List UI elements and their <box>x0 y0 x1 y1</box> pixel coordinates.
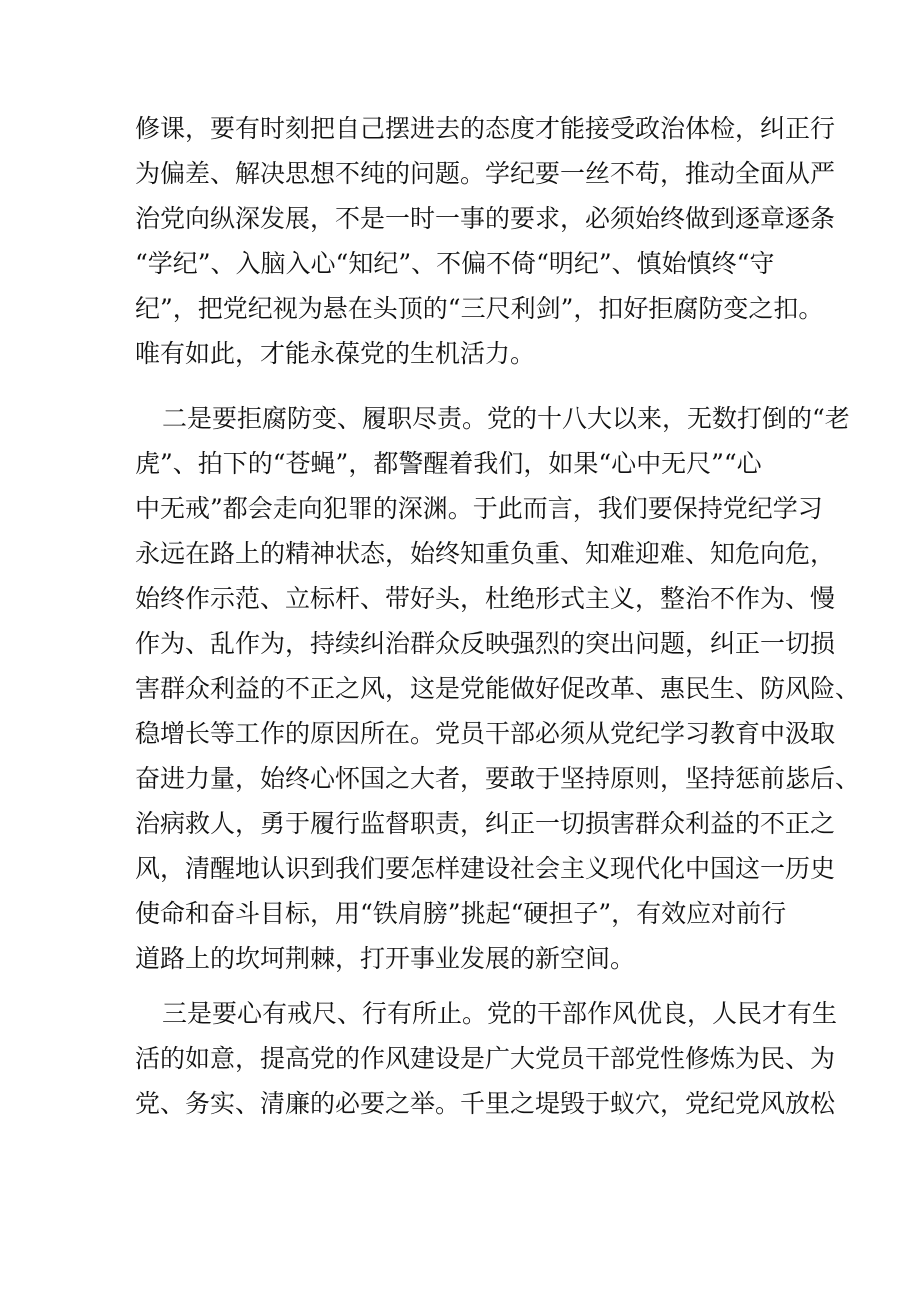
paragraph-line: 治党向纵深发展，不是一时一事的要求，必须始终做到逐章逐条 <box>135 204 836 233</box>
paragraph-line: 永远在路上的精神状态，始终知重负重、知难迎难、知危向危， <box>135 539 836 568</box>
paragraph-line: “学纪”、入脑入心“知纪”、不偏不倚“明纪”、慎始慎终“守 <box>135 249 775 278</box>
paragraph-line: 为偏差、解决思想不纯的问题。学纪要一丝不苟，推动全面从严 <box>135 159 836 188</box>
paragraph-line: 风，清醒地认识到我们要怎样建设社会主义现代化中国这一历史 <box>135 854 836 883</box>
paragraph-line: 作为、乱作为，持续纠治群众反映强烈的突出问题，纠正一切损 <box>135 629 836 658</box>
paragraph-1 <box>135 106 836 376</box>
paragraph-line: 道路上的坎坷荆棘，打开事业发展的新空间。 <box>135 944 636 973</box>
paragraph-line: 唯有如此，才能永葆党的生机活力。 <box>135 339 536 368</box>
paragraph-line: 奋进力量，始终心怀国之大者，要敢于坚持原则，坚持惩前毖后、 <box>135 764 861 793</box>
paragraph-line: 活的如意，提高党的作风建设是广大党员干部党性修炼为民、为 <box>135 1044 836 1073</box>
paragraph-3 <box>135 991 838 1126</box>
paragraph-line: 治病救人，勇于履行监督职责，纠正一切损害群众利益的不正之 <box>135 809 836 838</box>
paragraph-line: 三是要心有戒尺、行有所止。党的干部作风优良，人民才有生 <box>162 999 838 1028</box>
paragraph-line: 党、务实、清廉的必要之举。千里之堤毁于蚁穴，党纪党风放松 <box>135 1089 836 1118</box>
paragraph-line: 二是要拒腐防变、履职尽责。党的十八大以来，无数打倒的“老 <box>162 404 850 433</box>
paragraph-line: 中无戒”都会走向犯罪的深渊。于此而言，我们要保持党纪学习 <box>135 494 823 523</box>
paragraph-gap <box>135 981 795 991</box>
paragraph-line: 始终作示范、立标杆、带好头，杜绝形式主义，整治不作为、慢 <box>135 584 836 613</box>
paragraph-line: 纪”，把党纪视为悬在头顶的“三尺利剑”，扣好拒腐防变之扣。 <box>135 294 824 323</box>
paragraph-line: 害群众利益的不正之风，这是党能做好促改革、惠民生、防风险、 <box>135 674 861 703</box>
paragraph-line: 稳增长等工作的原因所在。党员干部必须从党纪学习教育中汲取 <box>135 719 836 748</box>
paragraph-2 <box>135 396 861 981</box>
document-body <box>135 106 861 1126</box>
paragraph-line: 修课，要有时刻把自己摆进去的态度才能接受政治体检，纠正行 <box>135 114 836 143</box>
paragraph-line: 虎”、拍下的“苍蝇”，都警醒着我们，如果“心中无尺”“心 <box>135 449 762 478</box>
paragraph-line: 使命和奋斗目标，用“铁肩膀”挑起“硬担子”，有效应对前行 <box>135 899 787 928</box>
paragraph-gap <box>135 376 795 396</box>
